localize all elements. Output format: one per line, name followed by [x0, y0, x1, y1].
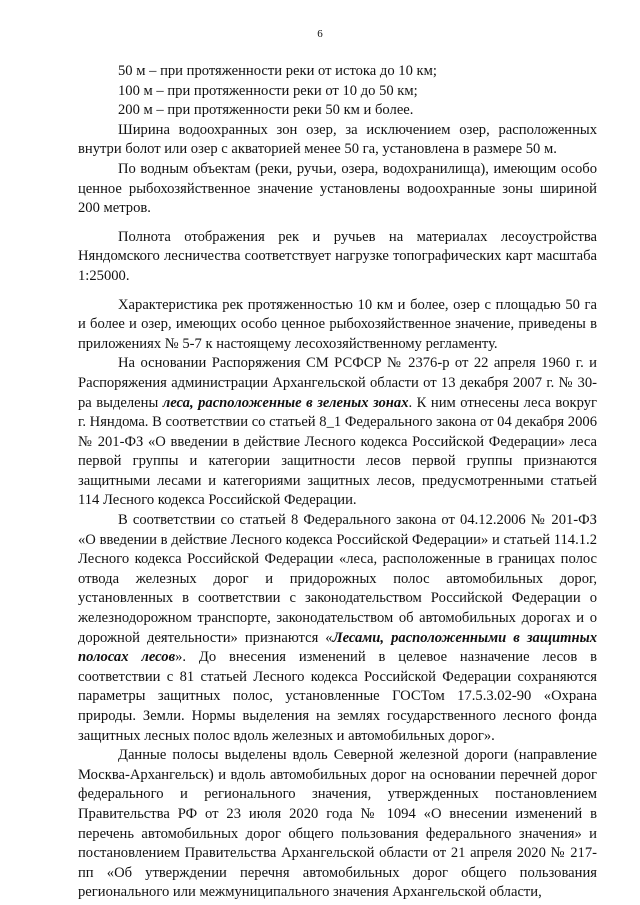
paragraph-green-zone-forests-lead: На основании Распоряжения СМ РСФСР № 2376-р от 22 апреля 1960 г. и Распоряжения администрации Архангельской области от 13 декабря 2007 г. № 30-ра выделены [78, 355, 597, 411]
paragraph-buffer-zone-50km: 100 м – при протяженности реки от 10 до 50 км; [118, 82, 418, 99]
paragraph-lake-zone-width: Ширина водоохранных зон озер, за исключением озер, расположенных внутри болот или озер с акваторией менее 50 га, установлена в размере 50 м. [78, 121, 597, 158]
paragraph-fishery-value-zones: По водным объектам (реки, ручьи, озера, водохранилища), имеющим особо ценное рыбохозяйственное значение установлены водоохранные зоны шириной 200 метров. [78, 160, 597, 217]
paragraph-buffer-zone-over-50km: 200 м – при протяженности реки 50 км и более. [118, 102, 414, 119]
document-body [78, 62, 597, 903]
paragraph-appendix-reference: Характеристика рек протяженностью 10 км и более, озер с площадью 50 га и более и озер, имеющих особо ценное рыбохозяйственное значение, приведены в приложениях № 5-7 к настоящему лесохозяйственному регламенту. [78, 296, 597, 352]
green-zone-forests-emphasis: леса, расположенные в зеленых зонах [162, 394, 409, 411]
paragraph-protective-strips-tail: ». До внесения изменений в целевое назначение лесов в соответствии с 81 статьей Лесного кодекса Российской Федерации сохраняются параметры защитных полос, установленные ГОСТом 17.5.3.02-90 «Охрана природы. Земли. Нормы выделения на землях государственного лесного фонда защитных лесных полос вдоль железных и автомобильных дорог». [78, 649, 597, 744]
paragraph-mapping-completeness: Полнота отображения рек и ручьев на материалах лесоустройства Няндомского лесничества соответствует нагрузке топографических карт масштаба 1:25000. [78, 228, 597, 284]
paragraph-buffer-zone-10km: 50 м – при протяженности реки от истока до 10 км; [118, 63, 437, 79]
paragraph-green-zone-forests [78, 354, 597, 511]
protective-strips-emphasis: Лесами, расположенными в защитных полосах лесов [78, 629, 597, 666]
paragraph-road-strips: Данные полосы выделены вдоль Северной железной дороги (направление Москва-Архангельск) и вдоль автомобильных дорог на основании перечней дорог федерального и регионального значения, утвержденных постановлением Правительства РФ от 23 июля 2020 года № 1094 «О внесении изменений в перечень автомобильных дорог общего пользования федерального значения» и постановлением Правительства Архангельской области от 21 апреля 2020 № 217-пп «Об утверждении перечня автомобильных дорог общего пользования регионального или межмуниципального значения Архангельской области, [78, 747, 597, 901]
paragraph-protective-strips-lead: В соответствии со статьей 8 Федерального закона от 04.12.2006 № 201-ФЗ «О введении в действие Лесного кодекса Российской Федерации» и статьей 114.1.2 Лесного кодекса Российской Федерации «леса, расположенные в границах полос отвода железных дорог и придорожных полос автомобильных дорог, установленных в соответствии с законодательством Российской Федерации о железнодорожном транспорте, законодательством об автомобильных дорогах и о дорожной деятельности» признаются « [78, 512, 597, 646]
paragraph-green-zone-forests-tail: . К ним отнесены леса вокруг г. Няндома. В соответствии со статьей 8_1 Федерального закона от 04 декабря 2006 № 201-ФЗ «О введении в действие Лесного кодекса Российской Федерации» леса первой группы и категории защитности лесов первой группы признаются защитными лесами и категориями защитных лесов, предусмотренными статьей 114 Лесного кодекса Российской Федерации. [78, 394, 598, 509]
paragraph-protective-strips [78, 511, 597, 746]
page-number: 6 [317, 28, 323, 40]
